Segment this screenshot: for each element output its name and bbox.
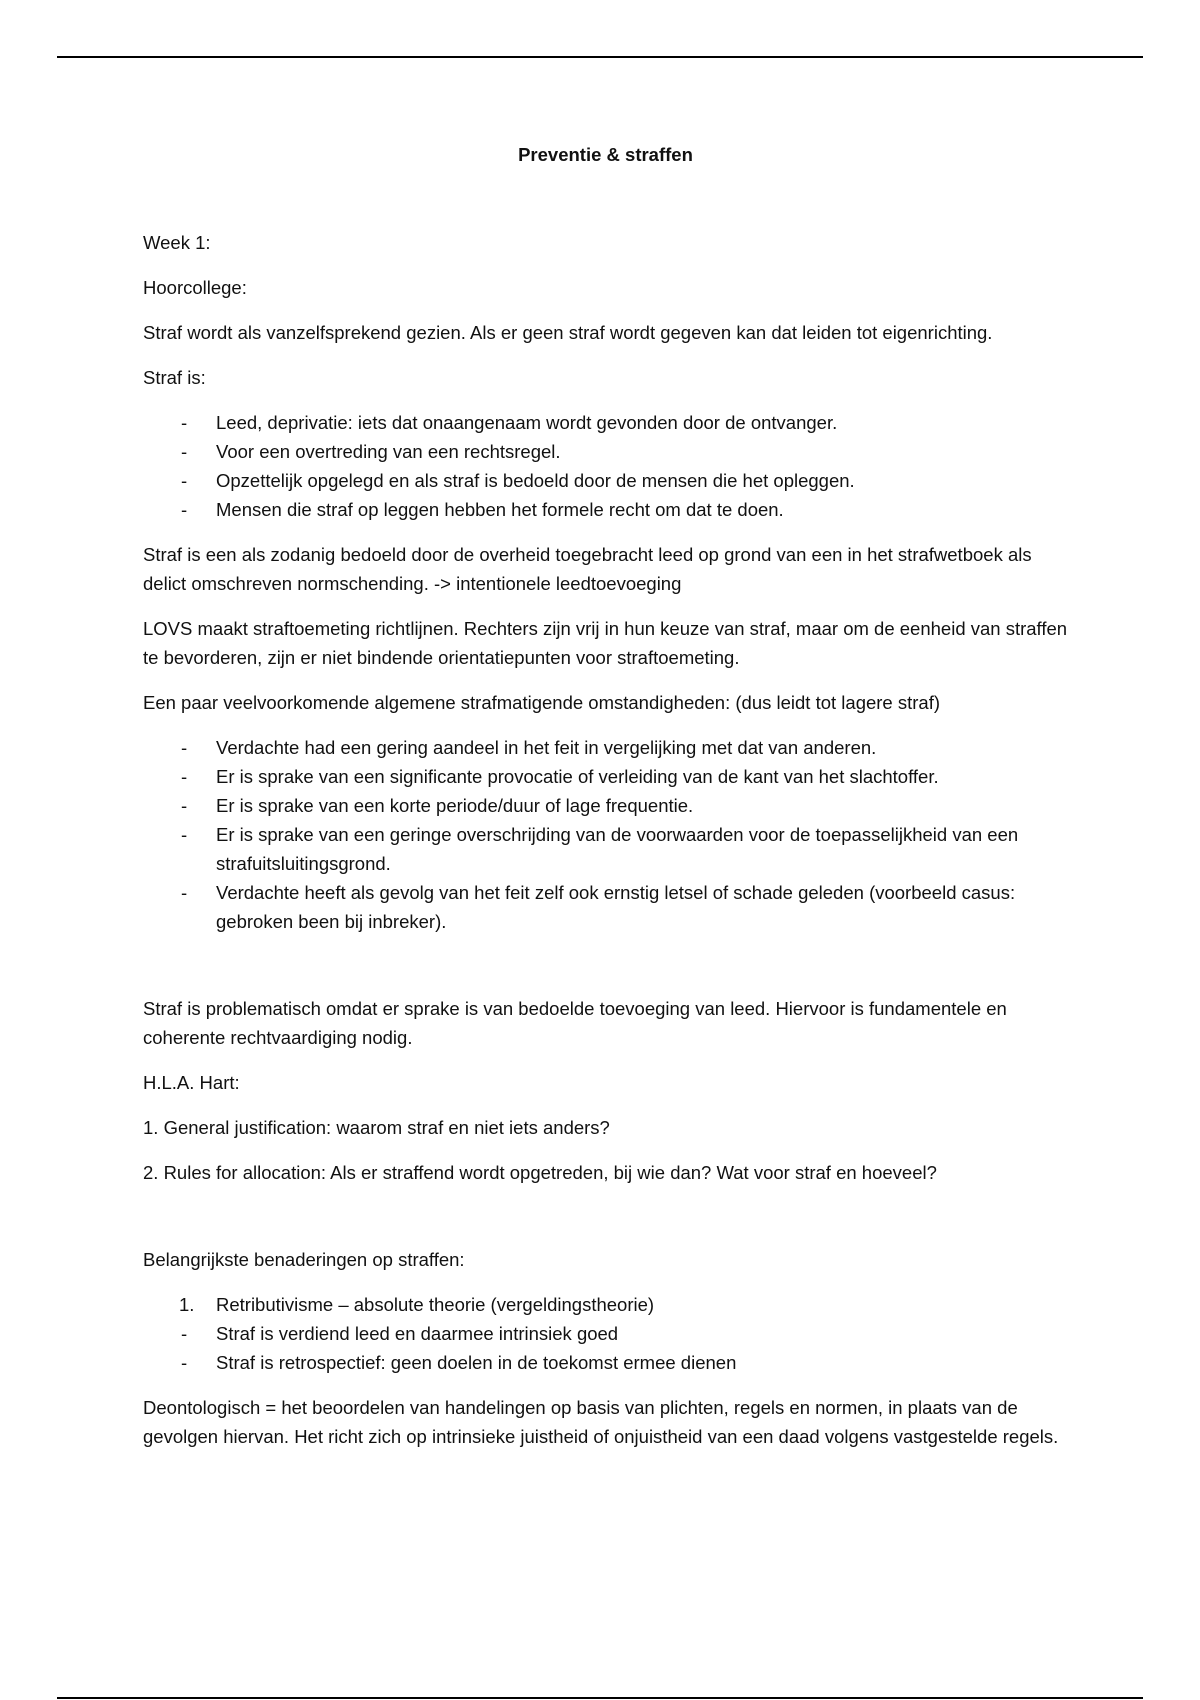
document-title: Preventie & straffen: [518, 144, 693, 165]
intro-paragraph: Straf wordt als vanzelfsprekend gezien. Als er geen straf wordt gegeven kan dat leiden tot eigenrichting.: [143, 322, 993, 343]
blank-line: [143, 1203, 1068, 1245]
lovs-paragraph: LOVS maakt straftoemeting richtlijnen. Rechters zijn vrij in hun keuze van straf, maar om de eenheid van straffen te bevorderen, zijn er niet bindende orientatiepunten voor straftoemeting.: [143, 618, 1068, 668]
benaderingen-label: Belangrijkste benaderingen op straffen:: [143, 1249, 465, 1270]
list-item: - Straf is retrospectief: geen doelen in de toekomst ermee dienen: [143, 1348, 1068, 1377]
hoorcollege-heading: Hoorcollege:: [143, 277, 247, 298]
hart-point-2: 2. Rules for allocation: Als er straffend wordt opgetreden, bij wie dan? Wat voor straf en hoeveel?: [143, 1162, 937, 1183]
list-item: - Straf is verdiend leed en daarmee intrinsiek goed: [143, 1319, 1068, 1348]
straf-is-list: [143, 408, 1068, 524]
list-item: - Leed, deprivatie: iets dat onaangenaam wordt gevonden door de ontvanger.: [143, 408, 1068, 437]
bottom-rule: [57, 1697, 1143, 1699]
problematisch-paragraph: Straf is problematisch omdat er sprake is van bedoelde toevoeging van leed. Hiervoor is fundamentele en coherente rechtvaardiging nodig.: [143, 998, 1007, 1048]
omstandigheden-list: [143, 733, 1068, 936]
list-item: - Er is sprake van een geringe overschrijding van de voorwaarden voor de toepasselijkheid van een strafuitsluitingsgrond.: [143, 820, 1068, 878]
omstandigheden-paragraph: Een paar veelvoorkomende algemene strafmatigende omstandigheden: (dus leidt tot lagere straf): [143, 692, 940, 713]
blank-line: [143, 952, 1068, 994]
list-item: - Opzettelijk opgelegd en als straf is bedoeld door de mensen die het opleggen.: [143, 466, 1068, 495]
benaderingen-list: [143, 1290, 1068, 1319]
retributivisme-list: [143, 1319, 1068, 1377]
list-item: - Mensen die straf op leggen hebben het formele recht om dat te doen.: [143, 495, 1068, 524]
hart-point-1: 1. General justification: waarom straf en niet iets anders?: [143, 1117, 610, 1138]
list-item: - Er is sprake van een significante provocatie of verleiding van de kant van het slachtoffer.: [143, 762, 1068, 791]
list-number: 1.: [179, 1294, 195, 1315]
definition-paragraph: Straf is een als zodanig bedoeld door de overheid toegebracht leed op grond van een in het strafwetboek als delict omschreven normschending. -> intentionele leedtoevoeging: [143, 544, 1032, 594]
hart-label: H.L.A. Hart:: [143, 1072, 240, 1093]
week-heading: Week 1:: [143, 232, 211, 253]
deontologisch-paragraph: Deontologisch = het beoordelen van handelingen op basis van plichten, regels en normen, in plaats van de gevolgen hiervan. Het richt zich op intrinsieke juistheid of onjuistheid van een daad volgens vastgestelde regels.: [143, 1397, 1059, 1447]
list-item: - Verdachte had een gering aandeel in het feit in vergelijking met dat van anderen.: [143, 733, 1068, 762]
list-item: - Verdachte heeft als gevolg van het feit zelf ook ernstig letsel of schade geleden (voorbeeld casus: gebroken been bij inbreker).: [143, 878, 1068, 936]
top-rule: [57, 56, 1143, 58]
list-item-text: Retributivisme – absolute theorie (vergeldingstheorie): [216, 1294, 655, 1315]
list-item: [143, 1290, 1068, 1319]
list-item: - Er is sprake van een korte periode/duur of lage frequentie.: [143, 791, 1068, 820]
list-item: - Voor een overtreding van een rechtsregel.: [143, 437, 1068, 466]
document-page: [143, 140, 1068, 1467]
straf-is-label: Straf is:: [143, 367, 206, 388]
